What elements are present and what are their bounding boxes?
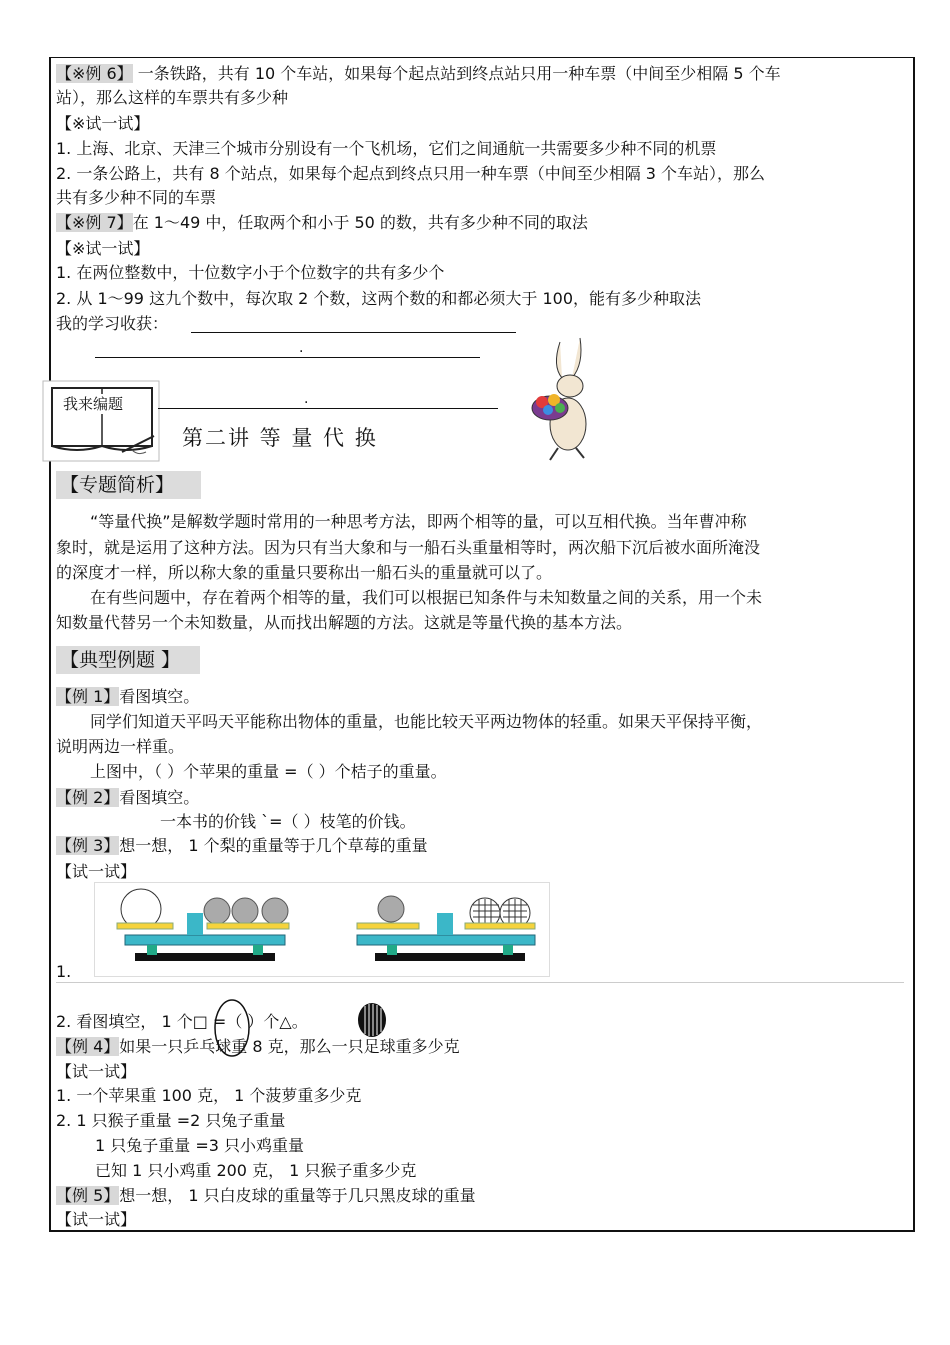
try-item-1: 1. <box>56 962 72 981</box>
try-q6: 2. 1 只猴子重量 =2 只兔子重量 <box>56 1111 286 1130</box>
example-4 <box>56 1037 460 1057</box>
example-4-tag: 【例 4】 <box>56 1037 120 1056</box>
learning-gains-label: 我的学习收获： <box>56 314 169 333</box>
example-5-tag: 【例 5】 <box>56 1186 120 1205</box>
intro-p4: 在有些问题中，存在着两个相等的量，我们可以根据已知条件与未知数量之间的关系，用一个未 <box>90 588 763 607</box>
example-7-text: 在 1～49 中，任取两个和小于 50 的数，共有多少种不同的取法 <box>132 213 588 232</box>
try-label-2: 【※试一试】 <box>56 239 150 258</box>
try-q6-line2: 1 只兔子重量 =3 只小鸡重量 <box>95 1136 305 1155</box>
try-label-1: 【※试一试】 <box>56 114 150 133</box>
example-1-tag: 【例 1】 <box>56 687 120 706</box>
intro-p3: 的深度才一样，所以称大象的重量只要称出一船石头的重量就可以了。 <box>56 563 553 582</box>
figure-divider <box>56 982 904 983</box>
example-5-text: 想一想， 1 只白皮球的重量等于几只黑皮球的重量 <box>119 1186 476 1205</box>
notebook-label: 我来编题 <box>63 395 124 413</box>
line-dot-1: . <box>299 340 304 356</box>
example-7-tag: 【※例 7】 <box>56 213 133 232</box>
try-q5: 1. 一个苹果重 100 克， 1 个菠萝重多少克 <box>56 1086 362 1105</box>
example-4-text: 如果一只乒乓球重 8 克，那么一只足球重多少克 <box>119 1037 460 1056</box>
intro-p1: “等量代换”是解数学题时常用的一种思考方法，即两个相等的量，可以互相代换。当年曹冲称 <box>90 512 747 531</box>
example-1-question: 上图中，（ ）个苹果的重量 =（ ）个桔子的重量。 <box>90 762 447 781</box>
answer-line-3 <box>158 408 498 409</box>
example-1-text: 看图填空。 <box>119 687 200 706</box>
try-q2: 2. 一条公路上，共有 8 个站点，如果每个起点到终点只用一种车票（中间至少相隔 3 个车站），那么 <box>56 164 766 183</box>
example-6-cont: 站），那么这样的车票共有多少种 <box>56 88 289 107</box>
try-item-2: 2. 看图填空， 1 个□ =（ ）个△。 <box>56 1012 308 1031</box>
example-3 <box>56 836 428 856</box>
striped-ball-icon <box>356 1002 388 1038</box>
answer-line-1 <box>191 332 516 333</box>
intro-p2: 象时，就是运用了这种方法。因为只有当大象和与一船石头重量相等时，两次船下沉后被水面所淹没 <box>56 538 761 557</box>
section-heading-intro: 【专题简析】 <box>56 471 201 499</box>
try-label-5: 【试一试】 <box>56 1210 137 1229</box>
try-q1: 1. 上海、北京、天津三个城市分别设有一个飞机场，它们之间通航一共需要多少种不同的机票 <box>56 139 717 158</box>
example-5 <box>56 1186 476 1206</box>
left-scale-icon <box>117 889 289 961</box>
section-heading-examples: 【典型例题 】 <box>56 646 200 674</box>
example-1-body: 同学们知道天平吗天平能称出物体的重量，也能比较天平两边物体的轻重。如果天平保持平衡， <box>90 712 763 731</box>
try-q4: 2. 从 1～99 这九个数中，每次取 2 个数，这两个数的和都必须大于 100，能有多少种取法 <box>56 289 702 308</box>
balance-scales-figure <box>94 882 550 977</box>
example-2-tag: 【例 2】 <box>56 788 120 807</box>
notebook-icon <box>42 380 160 462</box>
example-1-body-2: 说明两边一样重。 <box>56 737 185 756</box>
example-3-text: 想一想， 1 个梨的重量等于几个草莓的重量 <box>119 836 428 855</box>
line-dot-2: . <box>304 391 309 407</box>
example-2 <box>56 788 199 808</box>
example-3-tag: 【例 3】 <box>56 836 120 855</box>
answer-line-2 <box>95 357 480 358</box>
example-6-text: 一条铁路，共有 10 个车站，如果每个起点站到终点站只用一种车票（中间至少相隔 5 个车 <box>132 64 781 83</box>
intro-p5: 知数量代替另一个未知数量，从而找出解题的方法。这就是等量代换的基本方法。 <box>56 613 633 632</box>
try-label-4: 【试一试】 <box>56 1062 137 1081</box>
example-7 <box>56 213 588 233</box>
example-2-question: 一本书的价钱 `=（ ）枝笔的价钱。 <box>160 812 416 831</box>
rabbit-icon <box>522 336 598 462</box>
example-2-text: 看图填空。 <box>119 788 200 807</box>
lecture-title: 第二讲 等 量 代 换 <box>182 426 378 450</box>
try-q2-cont: 共有多少种不同的车票 <box>56 188 217 207</box>
example-6-tag: 【※例 6】 <box>56 64 133 83</box>
try-q3: 1. 在两位整数中，十位数字小于个位数字的共有多少个 <box>56 263 445 282</box>
try-label-3: 【试一试】 <box>56 862 137 881</box>
example-1 <box>56 687 199 707</box>
right-scale-icon <box>357 896 535 961</box>
example-6 <box>56 64 781 84</box>
try-q6-line3: 已知 1 只小鸡重 200 克， 1 只猴子重多少克 <box>95 1161 417 1180</box>
